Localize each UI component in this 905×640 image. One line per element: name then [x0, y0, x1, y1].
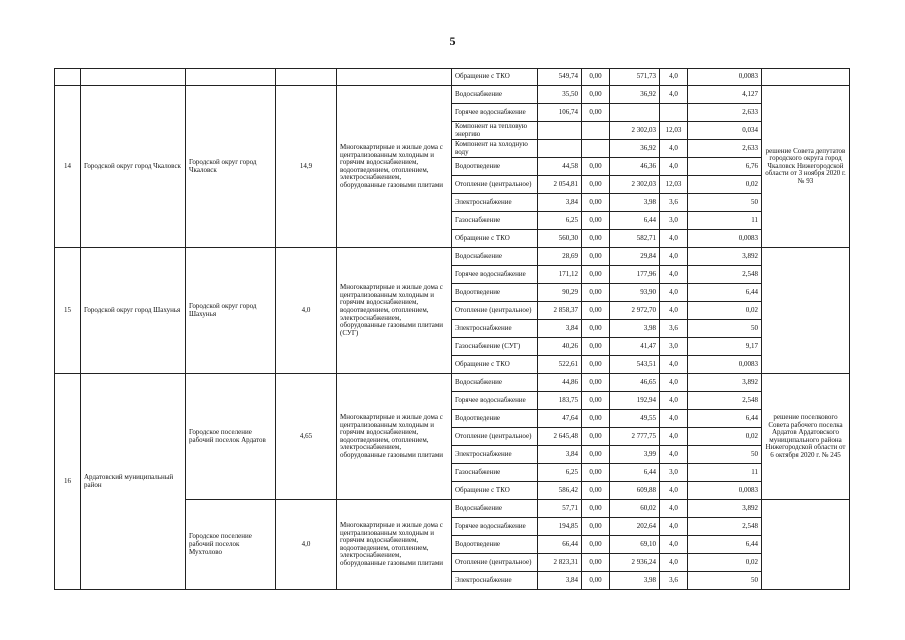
- cell-tariff-h1: 3,84: [538, 572, 582, 590]
- cell-tariff-h2: 93,90: [610, 284, 660, 302]
- cell-rate-h1: 0,00: [582, 500, 610, 518]
- cell-tariff-h1: 28,69: [538, 248, 582, 266]
- cell-consumption: 3,892: [688, 248, 762, 266]
- cell-service: Компонент на тепловую энергию: [452, 122, 538, 140]
- cell-rate-h2: 4,0: [660, 392, 688, 410]
- cell-tariff-h2: 3,99: [610, 446, 660, 464]
- cell-no: [55, 69, 81, 86]
- cell-category: [337, 69, 452, 86]
- cell-rate-h2: 3,6: [660, 320, 688, 338]
- cell-tariff-h2: 46,36: [610, 158, 660, 176]
- cell-tariff-h1: 66,44: [538, 536, 582, 554]
- cell-consumption: 6,44: [688, 536, 762, 554]
- cell-consumption: 2,633: [688, 140, 762, 158]
- housing-category: Многоквартирные и жилые дома с централизованным холодным и горячим водоснабжением, водоотведением, отоплением, электроснабжением, оборудованные газовыми плитами: [337, 500, 452, 590]
- cell-consumption: 50: [688, 194, 762, 212]
- cell-rate-h1: 0,00: [582, 248, 610, 266]
- cell-rate-h1: [582, 122, 610, 140]
- cell-consumption: 0,0083: [688, 356, 762, 374]
- cell-service: Электроснабжение: [452, 572, 538, 590]
- cell-service: Отопление (центральное): [452, 302, 538, 320]
- cell-tariff-h1: 2 054,81: [538, 176, 582, 194]
- cell-tariff-h2: 2 777,75: [610, 428, 660, 446]
- table-row: [55, 86, 850, 104]
- cell-service: Обращение с ТКО: [452, 69, 538, 86]
- cell-consumption: 0,034: [688, 122, 762, 140]
- cell-consumption: 0,02: [688, 176, 762, 194]
- page-number: 5: [449, 34, 456, 48]
- cell-rate-h2: 3,0: [660, 464, 688, 482]
- cell-service: Водоснабжение: [452, 248, 538, 266]
- cell-consumption: 11: [688, 212, 762, 230]
- cell-rate-h1: 0,00: [582, 158, 610, 176]
- rate-increase: 14,9: [276, 86, 337, 248]
- cell-tariff-h2: 2 936,24: [610, 554, 660, 572]
- cell-tariff-h2: 3,98: [610, 194, 660, 212]
- cell-rate-h2: 12,03: [660, 176, 688, 194]
- cell-decision: [762, 69, 850, 86]
- cell-rate-h2: 4,0: [660, 500, 688, 518]
- cell-tariff-h2: 60,02: [610, 500, 660, 518]
- cell-tariff-h1: [538, 140, 582, 158]
- group-number: 16: [55, 374, 81, 590]
- cell-tariff-h1: 586,42: [538, 482, 582, 500]
- cell-tariff-h2: 202,64: [610, 518, 660, 536]
- cell-service: Обращение с ТКО: [452, 356, 538, 374]
- cell-tariff-h2: 6,44: [610, 212, 660, 230]
- cell-tariff-h2: 36,92: [610, 140, 660, 158]
- cell-rate-h1: 0,00: [582, 284, 610, 302]
- cell-tariff-h1: 40,26: [538, 338, 582, 356]
- cell-tariff-h2: 2 302,03: [610, 122, 660, 140]
- cell-service: Горячее водоснабжение: [452, 104, 538, 122]
- housing-category: Многоквартирные и жилые дома с централизованным холодным и горячим водоснабжением, водоотведением, отоплением, электроснабжением, оборудованные газовыми плитами (СУГ): [337, 248, 452, 374]
- cell-rate-h2: 4,0: [660, 536, 688, 554]
- housing-category: Многоквартирные и жилые дома с централизованным холодным и горячим водоснабжением, водоотведением, отоплением, электроснабжением, оборудованные газовыми плитами: [337, 86, 452, 248]
- settlement-name: Городской округ город Шахунья: [186, 248, 276, 374]
- cell-consumption: 2,548: [688, 518, 762, 536]
- cell-rate-h1: 0,00: [582, 554, 610, 572]
- group-number: 14: [55, 86, 81, 248]
- cell-rate-h1: 0,00: [582, 428, 610, 446]
- cell-service: Водоотведение: [452, 158, 538, 176]
- cell-rate-h2: 3,0: [660, 338, 688, 356]
- cell-consumption: 2,633: [688, 104, 762, 122]
- cell-tariff-h1: 6,25: [538, 464, 582, 482]
- cell-service: Электроснабжение: [452, 320, 538, 338]
- cell-rate-h2: 3,6: [660, 572, 688, 590]
- cell-service: Газоснабжение (СУГ): [452, 338, 538, 356]
- cell-tariff-h1: 2 645,48: [538, 428, 582, 446]
- cell-rate-h1: 0,00: [582, 212, 610, 230]
- cell-consumption: 50: [688, 320, 762, 338]
- cell-rate-h2: 4,0: [660, 554, 688, 572]
- cell-settlement: [186, 69, 276, 86]
- cell-tariff-h1: 44,58: [538, 158, 582, 176]
- cell-tariff-h2: 609,88: [610, 482, 660, 500]
- cell-tariff-h1: 6,25: [538, 212, 582, 230]
- cell-rate-h1: 0,00: [582, 536, 610, 554]
- cell-consumption: 50: [688, 572, 762, 590]
- cell-service: Отопление (центральное): [452, 554, 538, 572]
- cell-rate-h1: 0,00: [582, 104, 610, 122]
- table-row: [55, 374, 850, 392]
- cell-tariff-h1: 3,84: [538, 194, 582, 212]
- cell-tariff-h2: 543,51: [610, 356, 660, 374]
- decision-text: решение поселкового Совета рабочего поселка Ардатов Ардатовского муниципального района Нижегородской области от 6 октября 2020 г. № 245: [762, 374, 850, 500]
- cell-rate-h1: 0,00: [582, 356, 610, 374]
- cell-rate: [276, 69, 337, 86]
- rate-increase: 4,0: [276, 248, 337, 374]
- cell-rate-h2: 4,0: [660, 230, 688, 248]
- cell-consumption: 4,127: [688, 86, 762, 104]
- cell-rate-h1: 0,00: [582, 338, 610, 356]
- cell-service: Водоотведение: [452, 284, 538, 302]
- cell-tariff-h2: 6,44: [610, 464, 660, 482]
- cell-rate-h1: 0,00: [582, 320, 610, 338]
- cell-tariff-h1: 183,75: [538, 392, 582, 410]
- cell-consumption: 0,0083: [688, 482, 762, 500]
- cell-rate-h2: 4,0: [660, 86, 688, 104]
- cell-rate-h1: 0,00: [582, 518, 610, 536]
- municipality-name: Ардатовский муниципальный район: [81, 374, 186, 590]
- cell-rate-h1: 0,00: [582, 446, 610, 464]
- cell-service: Электроснабжение: [452, 194, 538, 212]
- cell-consumption: 0,0083: [688, 230, 762, 248]
- cell-consumption: 0,02: [688, 428, 762, 446]
- cell-tariff-h1: 57,71: [538, 500, 582, 518]
- cell-service: Водоснабжение: [452, 500, 538, 518]
- cell-tariff-h1: 549,74: [538, 69, 582, 86]
- cell-tariff-h1: 3,84: [538, 320, 582, 338]
- municipality-name: Городской округ город Чкаловск: [81, 86, 186, 248]
- cell-tariff-h1: 522,61: [538, 356, 582, 374]
- cell-service: Водоснабжение: [452, 374, 538, 392]
- cell-service: Водоотведение: [452, 536, 538, 554]
- settlement-name: Городское поселение рабочий поселок Ардатов: [186, 374, 276, 500]
- cell-tariff-h2: 571,73: [610, 69, 660, 86]
- cell-service: Обращение с ТКО: [452, 230, 538, 248]
- cell-tariff-h1: 3,84: [538, 446, 582, 464]
- cell-rate-h2: 3,0: [660, 212, 688, 230]
- cell-rate-h1: [582, 140, 610, 158]
- cell-tariff-h1: [538, 122, 582, 140]
- cell-consumption: 9,17: [688, 338, 762, 356]
- cell-service: Обращение с ТКО: [452, 482, 538, 500]
- cell-consumption: 50: [688, 446, 762, 464]
- cell-service: Отопление (центральное): [452, 176, 538, 194]
- table-row: [55, 69, 850, 86]
- cell-rate-h2: 4,0: [660, 518, 688, 536]
- cell-tariff-h2: 36,92: [610, 86, 660, 104]
- cell-rate-h1: 0,00: [582, 69, 610, 86]
- cell-service: Водоснабжение: [452, 86, 538, 104]
- settlement-name: Городское поселение рабочий поселок Мухтолово: [186, 500, 276, 590]
- cell-service: Газоснабжение: [452, 212, 538, 230]
- rate-increase: 4,65: [276, 374, 337, 500]
- cell-consumption: 3,892: [688, 374, 762, 392]
- cell-rate-h1: 0,00: [582, 392, 610, 410]
- cell-tariff-h2: 46,65: [610, 374, 660, 392]
- cell-tariff-h2: 29,84: [610, 248, 660, 266]
- cell-rate-h2: 4,0: [660, 158, 688, 176]
- cell-tariff-h1: 2 858,37: [538, 302, 582, 320]
- cell-rate-h2: 4,0: [660, 410, 688, 428]
- cell-service: Газоснабжение: [452, 464, 538, 482]
- cell-tariff-h2: 192,94: [610, 392, 660, 410]
- cell-rate-h1: 0,00: [582, 302, 610, 320]
- cell-tariff-h1: 560,30: [538, 230, 582, 248]
- cell-consumption: 0,02: [688, 554, 762, 572]
- cell-rate-h2: 4,0: [660, 284, 688, 302]
- cell-tariff-h2: 177,96: [610, 266, 660, 284]
- decision-empty: [762, 500, 850, 590]
- cell-consumption: 2,548: [688, 392, 762, 410]
- table-row: [55, 248, 850, 266]
- cell-tariff-h1: 47,64: [538, 410, 582, 428]
- cell-rate-h2: 4,0: [660, 69, 688, 86]
- cell-rate-h2: 4,0: [660, 374, 688, 392]
- cell-rate-h2: [660, 104, 688, 122]
- cell-tariff-h1: 44,86: [538, 374, 582, 392]
- cell-rate-h1: 0,00: [582, 572, 610, 590]
- cell-service: Компонент на холодную воду: [452, 140, 538, 158]
- table-body: [55, 69, 850, 590]
- cell-service: Горячее водоснабжение: [452, 392, 538, 410]
- cell-consumption: 6,44: [688, 410, 762, 428]
- cell-service: Отопление (центральное): [452, 428, 538, 446]
- cell-tariff-h2: 2 302,03: [610, 176, 660, 194]
- group-number: 15: [55, 248, 81, 374]
- rate-increase: 4,0: [276, 500, 337, 590]
- cell-rate-h2: 4,0: [660, 266, 688, 284]
- cell-tariff-h2: 3,98: [610, 572, 660, 590]
- cell-rate-h1: 0,00: [582, 410, 610, 428]
- cell-service: Водоотведение: [452, 410, 538, 428]
- cell-rate-h1: 0,00: [582, 86, 610, 104]
- cell-tariff-h1: 2 823,31: [538, 554, 582, 572]
- cell-tariff-h2: 69,10: [610, 536, 660, 554]
- cell-tariff-h2: 41,47: [610, 338, 660, 356]
- cell-consumption: 3,892: [688, 500, 762, 518]
- cell-rate-h1: 0,00: [582, 230, 610, 248]
- tariff-table: [54, 68, 850, 590]
- cell-service: Горячее водоснабжение: [452, 266, 538, 284]
- cell-rate-h2: 4,0: [660, 140, 688, 158]
- cell-rate-h1: 0,00: [582, 176, 610, 194]
- cell-tariff-h1: 106,74: [538, 104, 582, 122]
- cell-consumption: 11: [688, 464, 762, 482]
- cell-rate-h1: 0,00: [582, 266, 610, 284]
- cell-consumption: 2,548: [688, 266, 762, 284]
- cell-tariff-h1: 35,50: [538, 86, 582, 104]
- cell-consumption: 0,0083: [688, 69, 762, 86]
- cell-tariff-h2: 49,55: [610, 410, 660, 428]
- cell-tariff-h2: [610, 104, 660, 122]
- cell-consumption: 6,76: [688, 158, 762, 176]
- municipality-name: Городской округ город Шахунья: [81, 248, 186, 374]
- decision-text: решение Совета депутатов городского округа город Чкаловск Нижегородской области от 3 ноября 2020 г. № 93: [762, 86, 850, 248]
- cell-rate-h2: 12,03: [660, 122, 688, 140]
- settlement-name: Городской округ город Чкаловск: [186, 86, 276, 248]
- cell-tariff-h1: 171,12: [538, 266, 582, 284]
- cell-rate-h2: 4,0: [660, 428, 688, 446]
- cell-municipality: [81, 69, 186, 86]
- cell-consumption: 6,44: [688, 284, 762, 302]
- cell-rate-h2: 4,0: [660, 446, 688, 464]
- cell-rate-h1: 0,00: [582, 482, 610, 500]
- cell-tariff-h2: 2 972,70: [610, 302, 660, 320]
- cell-rate-h1: 0,00: [582, 374, 610, 392]
- cell-service: Электроснабжение: [452, 446, 538, 464]
- cell-tariff-h2: 582,71: [610, 230, 660, 248]
- cell-consumption: 0,02: [688, 302, 762, 320]
- cell-tariff-h2: 3,98: [610, 320, 660, 338]
- cell-tariff-h1: 194,85: [538, 518, 582, 536]
- decision-empty: [762, 248, 850, 374]
- cell-rate-h1: 0,00: [582, 194, 610, 212]
- cell-tariff-h1: 90,29: [538, 284, 582, 302]
- cell-service: Горячее водоснабжение: [452, 518, 538, 536]
- cell-rate-h2: 4,0: [660, 356, 688, 374]
- cell-rate-h2: 4,0: [660, 302, 688, 320]
- cell-rate-h2: 3,6: [660, 194, 688, 212]
- cell-rate-h1: 0,00: [582, 464, 610, 482]
- housing-category: Многоквартирные и жилые дома с централизованным холодным и горячим водоснабжением, водоотведением, отоплением, электроснабжением, оборудованные газовыми плитами: [337, 374, 452, 500]
- cell-rate-h2: 4,0: [660, 248, 688, 266]
- cell-rate-h2: 4,0: [660, 482, 688, 500]
